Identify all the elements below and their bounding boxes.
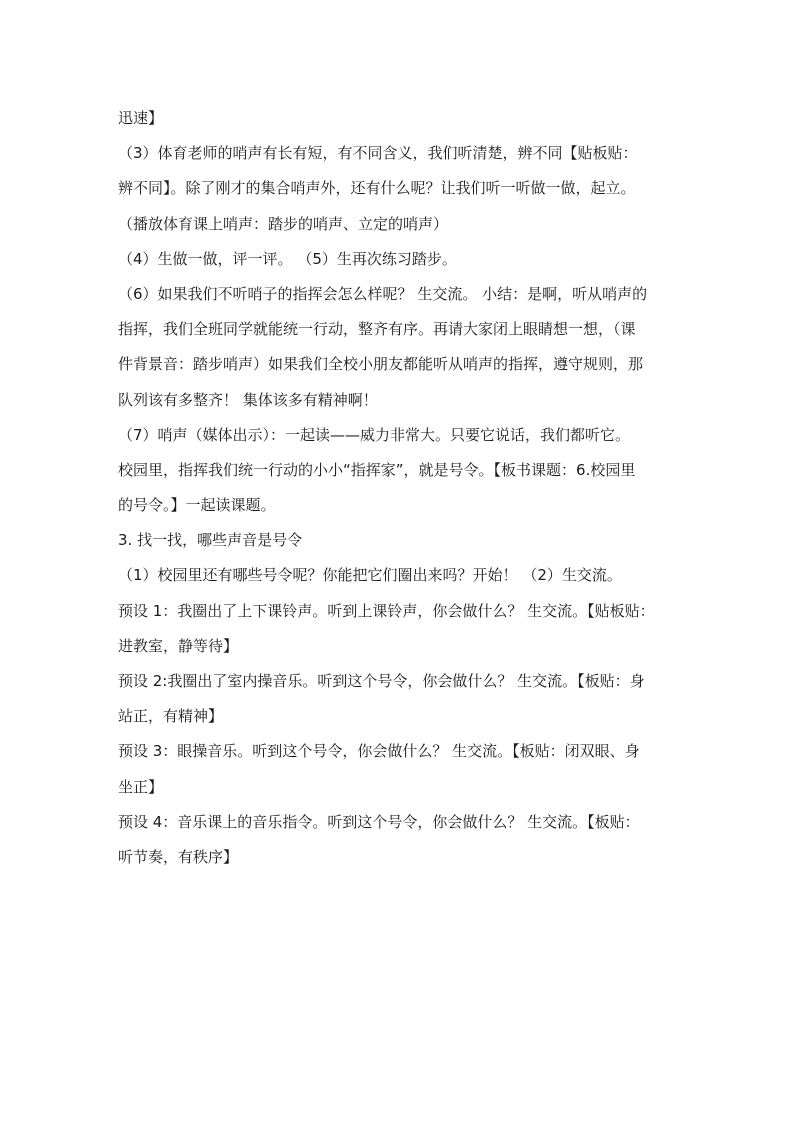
text-line-3: 辨不同】。除了刚才的集合哨声外，还有什么呢？让我们听一听做一做，起立。 <box>118 179 636 198</box>
text-line-12: 的号令。】一起读课题。 <box>118 496 276 515</box>
text-line-10: （7）哨声（媒体出示）：一起读——威力非常大。只要它说话，我们都听它。 <box>118 425 631 444</box>
text-line-14: （1）校园里还有哪些号令呢？你能把它们圈出来吗？开始！ （2）生交流。 <box>118 566 622 585</box>
text-line-20: 坐正】 <box>118 777 164 796</box>
section-heading: 3. 找一找，哪些声音是号令 <box>118 531 303 550</box>
text-line-8: 件背景音：踏步哨声）如果我们全校小朋友都能听从哨声的指挥，遵守规则，那 <box>118 355 644 374</box>
text-line-5: （4）生做一做，评一评。 （5）生再次练习踏步。 <box>118 249 457 268</box>
text-line-17: 预设 2:我圈出了室内操音乐。听到这个号令，你会做什么？ 生交流。【板贴：身 <box>118 672 645 690</box>
text-line-2: （3）体育老师的哨声有长有短，有不同含义，我们听清楚，辨不同【贴板贴： <box>118 144 638 163</box>
text-line-9: 队列该有多整齐！ 集体该多有精神啊！ <box>118 390 378 409</box>
document-body <box>118 101 678 875</box>
text-line-15: 预设 1：我圈出了上下课铃声。听到上课铃声，你会做什么？ 生交流。【贴板贴： <box>118 601 655 620</box>
text-line-6: （6）如果我们不听哨子的指挥会怎么样呢？ 生交流。 小结：是啊，听从哨声的 <box>118 284 648 303</box>
text-line-18: 站正，有精神】 <box>118 707 224 726</box>
text-line-16: 进教室，静等待】 <box>118 636 239 655</box>
text-line-19: 预设 3：眼操音乐。听到这个号令，你会做什么？ 生交流。【板贴：闭双眼、身 <box>118 742 640 761</box>
text-line-4: （播放体育课上哨声：踏步的哨声、立定的哨声） <box>118 214 449 233</box>
text-line-7: 指挥，我们全班同学就能统一行动，整齐有序。再请大家闭上眼睛想一想，（课 <box>118 320 636 339</box>
text-line-1: 迅速】 <box>118 109 164 127</box>
text-line-11: 校园里，指挥我们统一行动的小小“指挥家”，就是号令。【板书课题：6.校园里 <box>118 460 636 479</box>
text-line-21: 预设 4：音乐课上的音乐指令。听到这个号令，你会做什么？ 生交流。【板贴： <box>118 812 640 831</box>
text-line-22: 听节奏，有秩序】 <box>118 847 239 866</box>
